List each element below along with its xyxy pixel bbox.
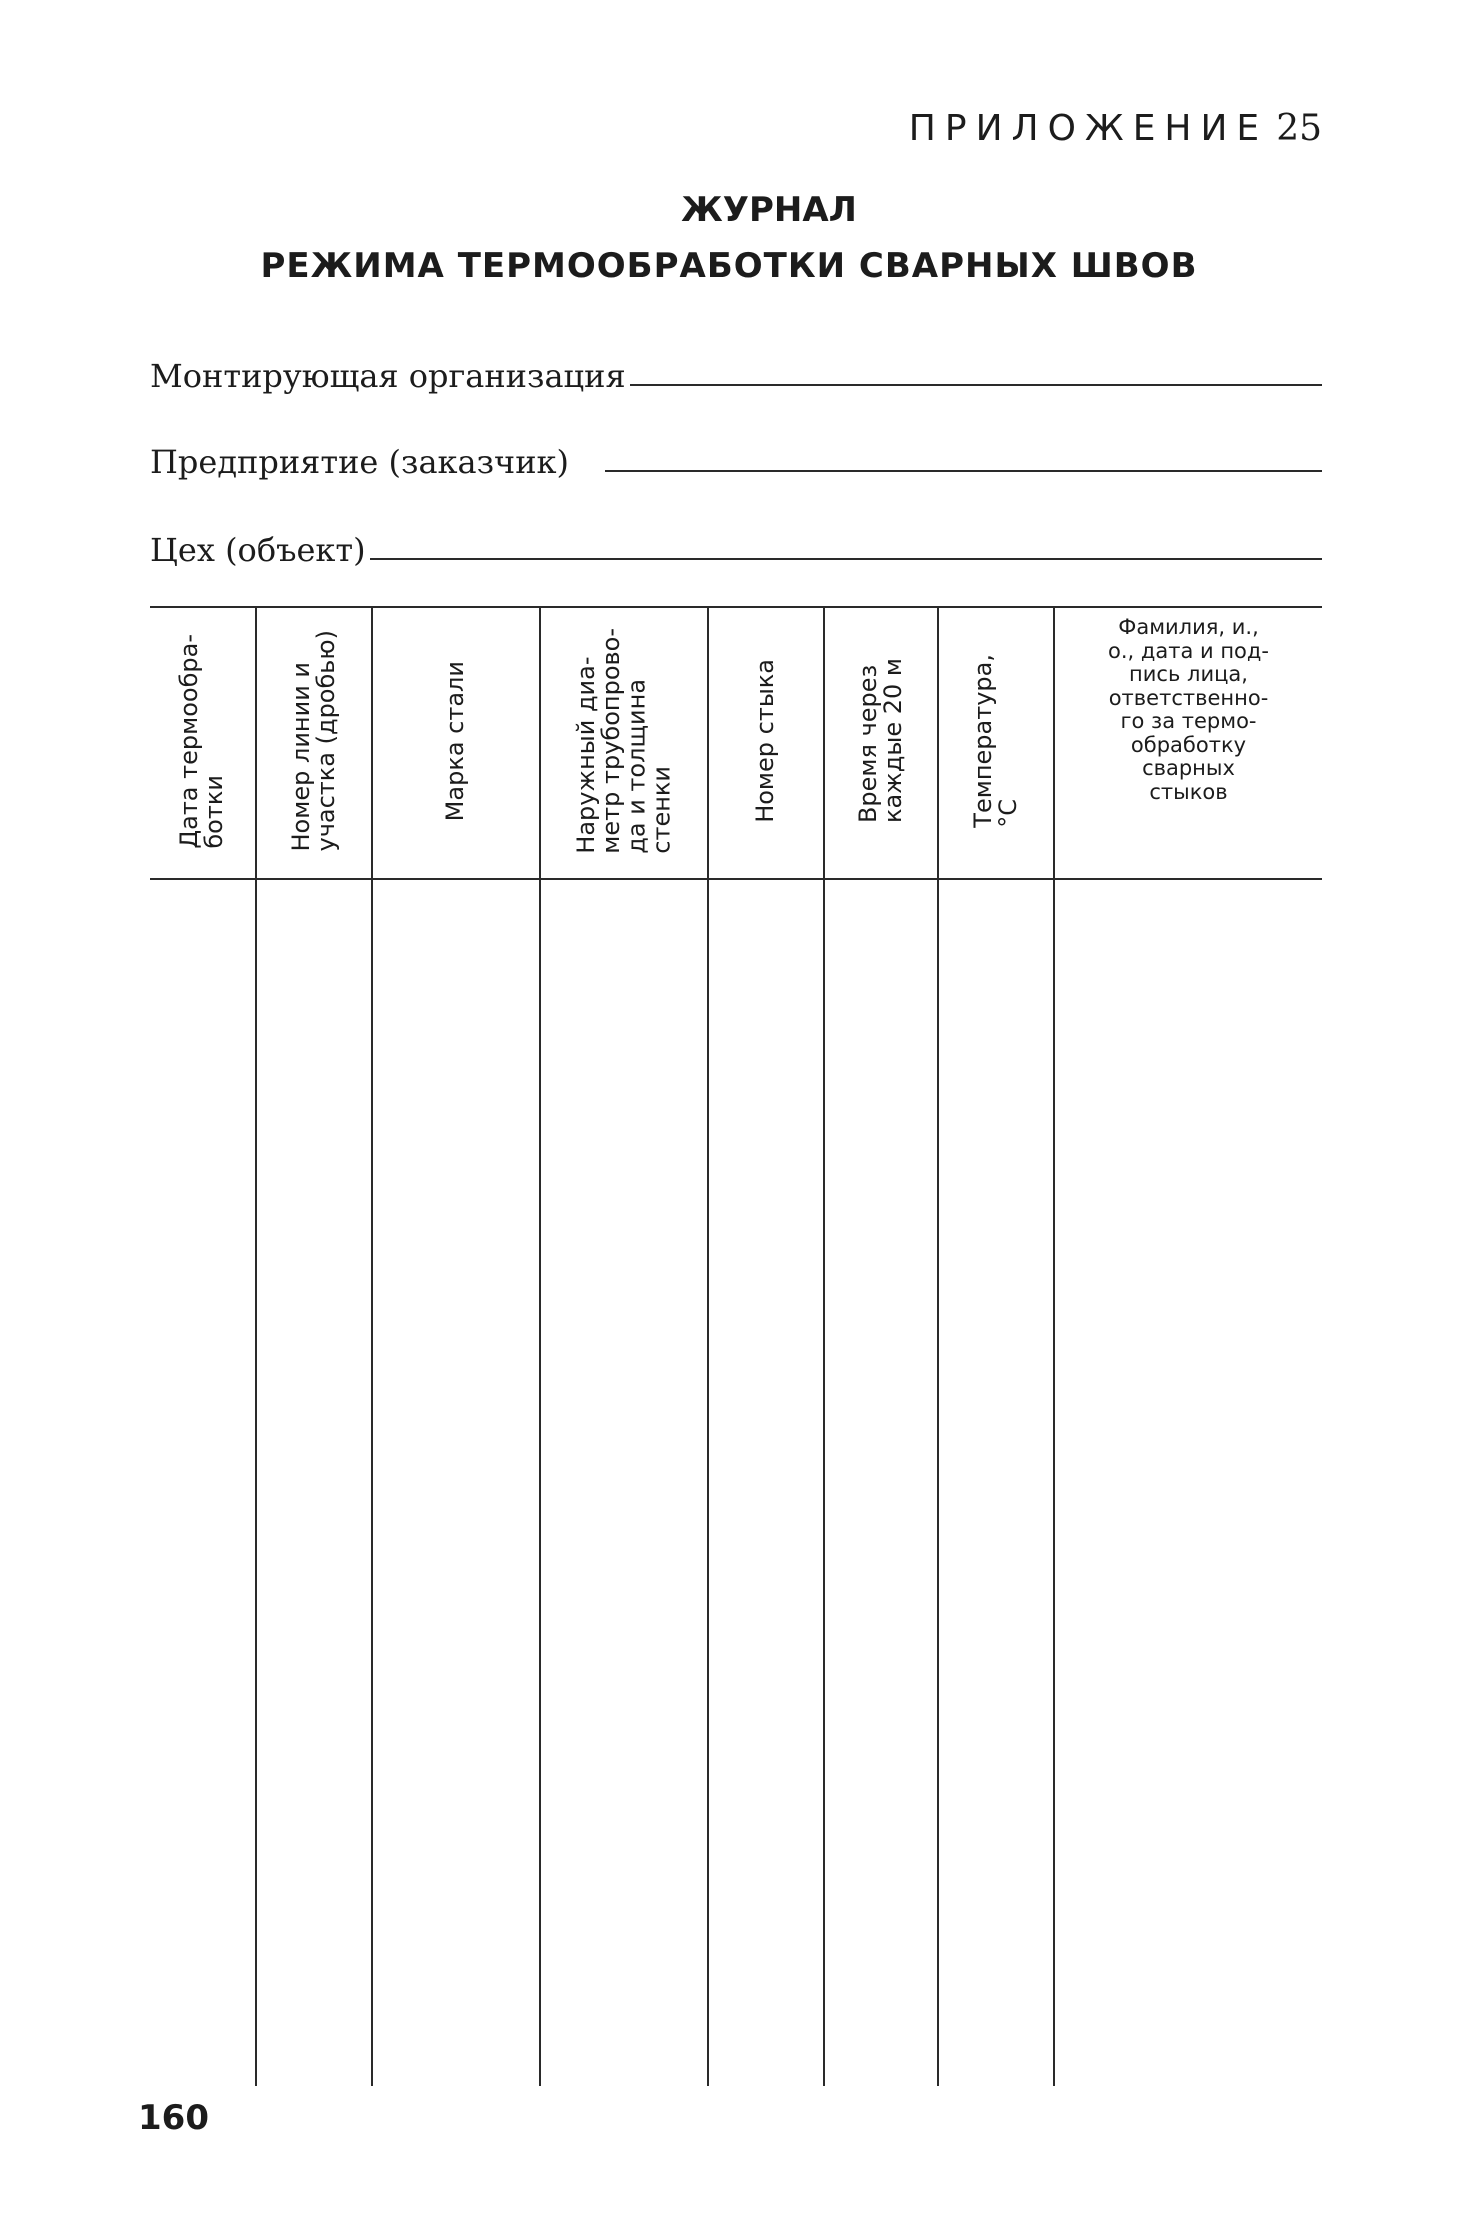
table-cell[interactable] — [824, 879, 938, 2086]
field-installing-organization — [150, 348, 1322, 395]
journal-title: ЖУРНАЛ — [681, 190, 857, 230]
field-workshop-object — [150, 522, 1322, 569]
appendix-label: ПРИЛОЖЕНИЕ — [908, 108, 1269, 149]
fill-in-line — [630, 384, 1322, 386]
column-header-text: Номер стыка — [751, 659, 780, 823]
field-enterprise-customer — [150, 434, 1322, 481]
column-header-text: Дата термообра- ботки — [175, 633, 229, 849]
table-cell[interactable] — [938, 879, 1054, 2086]
table-cell[interactable] — [540, 879, 708, 2086]
table-cell[interactable] — [708, 879, 824, 2086]
table-cell[interactable] — [256, 879, 372, 2086]
column-header-line-number — [256, 607, 372, 879]
field-label: Предприятие (заказчик) — [150, 443, 570, 481]
journal-subtitle: РЕЖИМА ТЕРМООБРАБОТКИ СВАРНЫХ ШВОВ — [260, 246, 1198, 286]
table-row — [150, 879, 1322, 2086]
column-header-time — [824, 607, 938, 879]
column-header-text: Наружный диа- метр трубопрово- да и толщина стенки — [571, 628, 676, 854]
table-cell[interactable] — [1054, 879, 1322, 2086]
column-header-pipe-diameter — [540, 607, 708, 879]
table-cell[interactable] — [372, 879, 540, 2086]
column-header-joint-number — [708, 607, 824, 879]
column-header-temperature — [938, 607, 1054, 879]
heat-treatment-log-table — [150, 606, 1322, 2086]
column-header-text: Номер линии и участка (дробью) — [286, 630, 340, 852]
table-cell[interactable] — [150, 879, 256, 2086]
field-label: Цех (объект) — [150, 531, 366, 569]
table-header-row — [150, 607, 1322, 879]
field-label: Монтирующая организация — [150, 357, 626, 395]
appendix-number: 25 — [1276, 108, 1322, 149]
appendix-heading — [909, 108, 1322, 149]
column-header-responsible-person — [1054, 607, 1322, 879]
column-header-text: Температура, °С — [968, 654, 1022, 828]
page-number: 160 — [138, 2098, 209, 2138]
fill-in-line — [370, 558, 1322, 560]
column-header-date — [150, 607, 256, 879]
column-header-steel-grade — [372, 607, 540, 879]
column-header-text: Марка стали — [441, 660, 470, 822]
column-header-text: Время через каждые 20 м — [853, 658, 907, 824]
fill-in-line — [605, 470, 1322, 472]
column-header-text: Фамилия, и., о., дата и под- пись лица, ответственно- го за термо- обработку сварных стыков — [1107, 615, 1270, 804]
